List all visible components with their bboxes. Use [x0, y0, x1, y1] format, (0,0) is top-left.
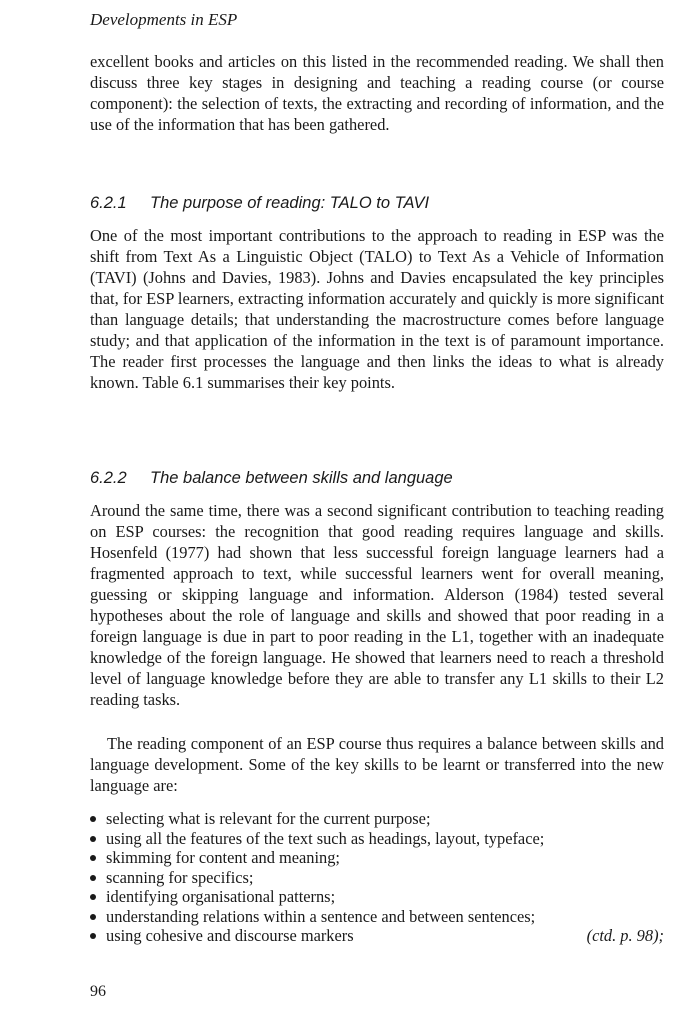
running-head: Developments in ESP: [90, 10, 238, 29]
skills-language-paragraph: Around the same time, there was a second significant contribution to teaching reading on ESP courses: the recognition that good reading requires language and skills. Hosenfeld (1977) had shown that less successful foreign language learners had a fragmented approach to text, while successful learners went for overall meaning, guessing or skipping language and information. Alderson (1984) tested several hypotheses about the role of language and skills and showed that poor reading in a foreign language is due in part to poor reading in the L1, together with an inadequate knowledge of the foreign language. He showed that learners need to reach a threshold level of language knowledge before they are able to transfer any L1 skills to their L2 reading tasks.: [90, 501, 664, 709]
intro-paragraph: excellent books and articles on this listed in the recommended reading. We shall then discuss three key stages in designing and teaching a reading course (or course component): the selection of texts, the extracting and recording of information, and the use of the information that has been gathered.: [90, 52, 664, 134]
list-item: using all the features of the text such as headings, layout, typeface;: [90, 829, 664, 849]
bullet-icon: [90, 894, 96, 900]
section-heading-6-2-2: [90, 467, 453, 489]
continued-note: (ctd. p. 98);: [586, 926, 664, 945]
bullet-icon: [90, 816, 96, 822]
reading-component-paragraph: The reading component of an ESP course thus requires a balance between skills and language development. Some of the key skills to be learnt or transferred into the new language are:: [90, 734, 664, 795]
key-skills-list: [90, 809, 664, 946]
bullet-icon: [90, 933, 96, 939]
section-number: 6.2.1: [90, 194, 127, 212]
bullet-icon: [90, 855, 96, 861]
section-title: The balance between skills and language: [150, 469, 453, 487]
section-title: The purpose of reading: TALO to TAVI: [150, 194, 430, 212]
list-item: using cohesive and discourse markers (ctd. p. 98);: [90, 926, 664, 946]
talo-tavi-paragraph: One of the most important contributions to the approach to reading in ESP was the shift from Text As a Linguistic Object (TALO) to Text As a Vehicle of Information (TAVI) (Johns and Davies, 1983). Johns and Davies encapsulated the key principles that, for ESP learners, extracting information accurately and quickly is more significant than language details; that understanding the macrostructure comes before language study; and that application of the information in the text is of paramount importance. The reader first processes the language and then links the ideas to what is already known. Table 6.1 summarises their key points.: [90, 226, 664, 392]
bullet-icon: [90, 914, 96, 920]
list-item: selecting what is relevant for the current purpose;: [90, 809, 664, 829]
bullet-icon: [90, 836, 96, 842]
list-item: skimming for content and meaning;: [90, 848, 664, 868]
list-item: scanning for specifics;: [90, 868, 664, 888]
list-item: identifying organisational patterns;: [90, 887, 664, 907]
list-item: understanding relations within a sentence and between sentences;: [90, 907, 664, 927]
section-heading-6-2-1: [90, 192, 429, 214]
section-number: 6.2.2: [90, 469, 127, 487]
bullet-icon: [90, 875, 96, 881]
page-number: 96: [90, 983, 106, 1000]
